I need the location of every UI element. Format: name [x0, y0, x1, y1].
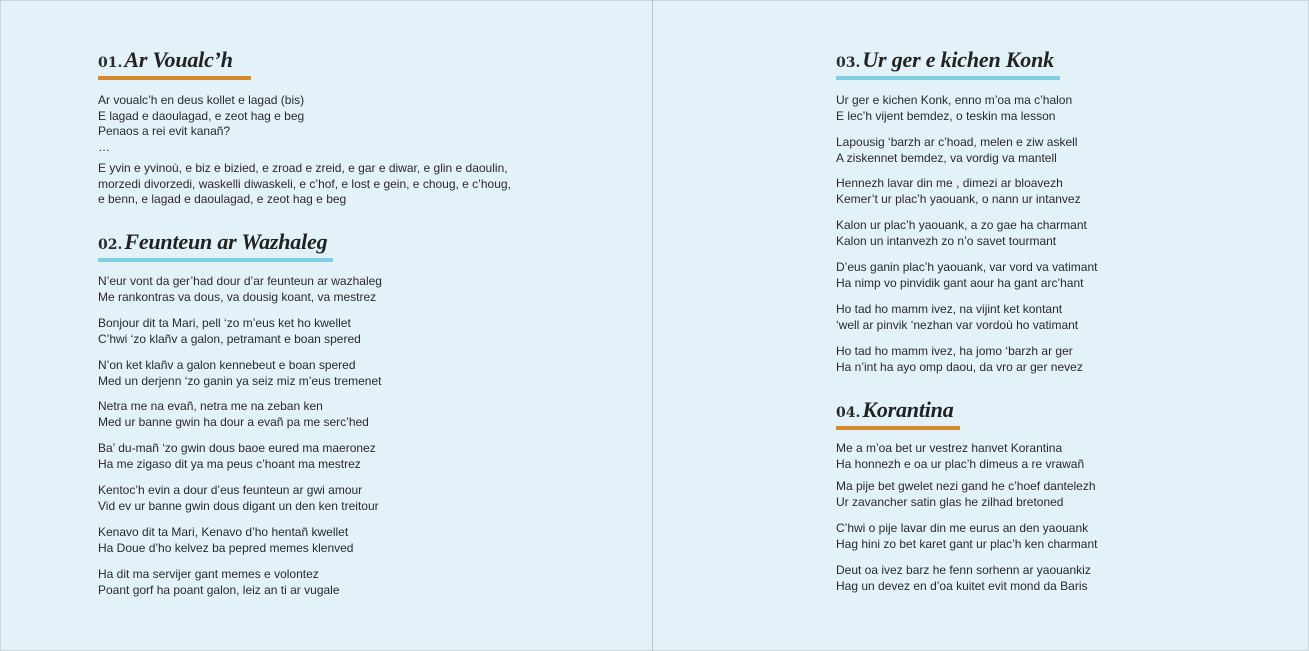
song-number: 01.: [98, 55, 123, 71]
lyric-line: Kalon ur plac’h yaouank, a zo gae ha charmant: [836, 218, 1087, 232]
lyric-line: Hennezh lavar din me , dimezi ar bloavezh: [836, 176, 1063, 190]
lyric-line: morzedi divorzedi, waskelli diwaskeli, e c’hof, e lost e gein, e choug, e c’houg,: [98, 176, 511, 191]
lyric-line: Ha Doue d’ho kelvez ba pepred memes klenved: [98, 540, 354, 555]
lyric-line: Kemer’t ur plac’h yaouank, o nann ur intanvez: [836, 191, 1081, 206]
lyric-line: Me a m’oa bet ur vestrez hanvet Korantina: [836, 441, 1063, 455]
song-02: [98, 228, 333, 276]
lyric-line: Kenavo dit ta Mari, Kenavo d’ho hentañ kwellet: [98, 525, 349, 539]
stanza: [98, 525, 353, 556]
lyric-line: Deut oa ivez barz he fenn sorhenn ar yaouankiz: [836, 563, 1091, 577]
stanza: [836, 218, 1087, 249]
lyric-line: Ar voualc’h en deus kollet e lagad (bis): [98, 93, 305, 107]
lyric-line: Penaos a rei evit kanañ?: [98, 124, 231, 138]
lyric-line: Bonjour dit ta Mari, pell ‘zo m’eus ket ho kwellet: [98, 316, 351, 330]
lyric-line: E lec’h vijent bemdez, o teskin ma lesson: [836, 108, 1056, 123]
stanza: [98, 274, 382, 305]
stanza: [836, 135, 1077, 166]
stanza: [836, 260, 1097, 291]
song-04: [836, 396, 960, 444]
stanza: [98, 161, 511, 208]
stanza: [836, 176, 1081, 207]
lyric-line: E lagad e daoulagad, e zeot hag e beg: [98, 108, 305, 123]
lyric-line: Ha honnezh e oa ur plac’h dimeus a re vrawañ: [836, 456, 1085, 471]
lyric-line: Med un derjenn ‘zo ganin ya seiz miz m’eus tremenet: [98, 373, 382, 388]
lyric-line: Poant gorf ha poant galon, leiz an ti ar vugale: [98, 582, 340, 597]
lyric-line: Ur ger e kichen Konk, enno m’oa ma c’halon: [836, 93, 1073, 107]
lyric-line: Ho tad ho mamm ivez, na vijint ket kontant: [836, 302, 1063, 316]
stanza: [836, 93, 1072, 124]
lyric-line: ‘well ar pinvik ‘nezhan var vordoù ho vatimant: [836, 317, 1079, 332]
page-gutter: [652, 0, 653, 651]
lyric-line: Ho tad ho mamm ivez, ha jomo ‘barzh ar ger: [836, 344, 1073, 358]
lyric-line: C’hwi ‘zo klañv a galon, petramant e boan spered: [98, 331, 361, 346]
song-number: 03.: [836, 55, 861, 71]
stanza: [836, 441, 1084, 472]
lyric-line: Hag un devez en d’oa kuitet evit mond da Baris: [836, 578, 1088, 593]
stanza: [836, 344, 1083, 375]
song-name: Feunteun ar Wazhaleg: [124, 229, 328, 254]
lyric-line: …: [98, 139, 110, 154]
song-name: Ar Voualc’h: [124, 47, 233, 72]
lyric-line: Lapousig ‘barzh ar c’hoad, melen e ziw askell: [836, 135, 1078, 149]
lyric-line: Kalon un intanvezh zo n’o savet tourmant: [836, 233, 1057, 248]
lyric-line: Ha dit ma servijer gant memes e volontez: [98, 567, 319, 581]
stanza: [98, 358, 381, 389]
stanza: [98, 399, 369, 430]
stanza: [98, 316, 361, 347]
lyric-line: Vid ev ur banne gwin dous digant un den ken treitour: [98, 498, 379, 513]
song-number: 02.: [98, 237, 123, 253]
lyric-line: E yvin e yvinoù, e biz e bizied, e zroad e zreid, e gar e diwar, e glin e daoulin,: [98, 161, 508, 175]
song-number: 04.: [836, 405, 861, 421]
lyric-line: C’hwi o pije lavar din me eurus an den yaouank: [836, 521, 1089, 535]
song-title-02: [98, 228, 333, 262]
stanza: [836, 479, 1096, 510]
lyric-line: Kentoc’h evin a dour d’eus feunteun ar gwi amour: [98, 483, 363, 497]
lyric-line: A ziskennet bemdez, va vordig va mantell: [836, 150, 1057, 165]
lyric-line: N’on ket klañv a galon kennebeut e boan spered: [98, 358, 356, 372]
lyric-line: Hag hini zo bet karet gant ur plac’h ken charmant: [836, 536, 1098, 551]
lyric-line: e benn, e lagad e daoulagad, e zeot hag e beg: [98, 192, 347, 206]
stanza: [836, 302, 1078, 333]
lyric-line: D’eus ganin plac’h yaouank, var vord va vatimant: [836, 260, 1098, 274]
stanza: [98, 93, 304, 155]
lyric-line: Me rankontras va dous, va dousig koant, va mestrez: [98, 289, 377, 304]
song-title-03: [836, 46, 1060, 80]
song-name: Ur ger e kichen Konk: [862, 47, 1054, 72]
song-title-04: [836, 396, 960, 430]
song-03: [836, 46, 1060, 94]
stanza: [98, 567, 340, 598]
lyric-line: Ba’ du-mañ ‘zo gwin dous baoe eured ma maeronez: [98, 441, 376, 455]
lyric-line: Netra me na evañ, netra me na zeban ken: [98, 399, 323, 413]
lyric-line: Ma pije bet gwelet nezi gand he c’hoef dantelezh: [836, 479, 1096, 493]
song-01: [98, 46, 251, 94]
lyric-line: Ha me zigaso dit ya ma peus c’hoant ma mestrez: [98, 456, 361, 471]
stanza: [836, 521, 1097, 552]
stanza: [98, 483, 379, 514]
lyric-line: Ur zavancher satin glas he zilhad bretoned: [836, 494, 1064, 509]
song-name: Korantina: [862, 397, 954, 422]
stanza: [98, 441, 376, 472]
stanza: [836, 563, 1091, 594]
lyric-line: Med ur banne gwin ha dour a evañ pa me serc’hed: [98, 414, 369, 429]
lyric-line: Ha n’int ha ayo omp daou, da vro ar ger nevez: [836, 359, 1083, 374]
lyric-line: Ha nimp vo pinvidik gant aour ha gant arc’hant: [836, 275, 1084, 290]
song-title-01: [98, 46, 251, 80]
lyric-line: N’eur vont da ger’had dour d’ar feunteun ar wazhaleg: [98, 274, 382, 288]
